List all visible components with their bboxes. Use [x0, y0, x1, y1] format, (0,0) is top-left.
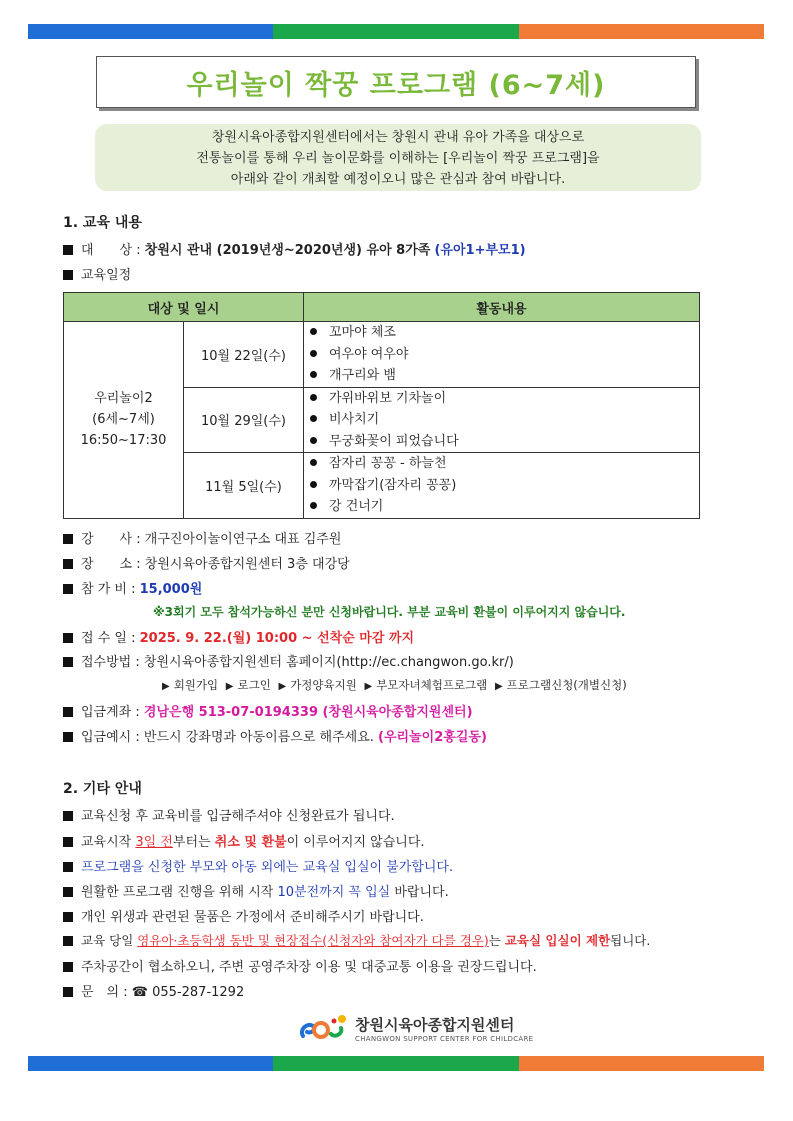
activity-item: 무궁화꽃이 피었습니다: [310, 431, 699, 453]
bullet-square-icon: [63, 657, 73, 667]
bullet-dot-icon: [310, 502, 317, 509]
bullet-square-icon: [63, 245, 73, 255]
method-step: 부모자녀체험프로그램: [376, 678, 488, 692]
section1-heading: 1. 교육 내용: [63, 215, 142, 231]
title-box: [96, 56, 696, 108]
reception-value: 2025. 9. 22.(월) 10:00 ~ 선착순 마감 까지: [139, 631, 415, 646]
deposit-example: (우리놀이2홍길동): [378, 730, 487, 745]
bullet-square-icon: [63, 534, 73, 544]
activity-item: 꼬마야 체조: [310, 322, 699, 344]
target-cell: [64, 322, 184, 519]
schedule-row: [63, 264, 131, 283]
target-label: 대 상: [81, 243, 133, 258]
method-step: 가정양육지원: [290, 678, 357, 692]
place-value: 창원시육아종합지원센터 3층 대강당: [144, 557, 350, 572]
bullet-square-icon: [63, 559, 73, 569]
bullet-dot-icon: [310, 437, 317, 444]
activities-cell: [304, 387, 700, 453]
bullet-square-icon: [63, 270, 73, 280]
instructor-value: 개구진아이놀이연구소 대표 김주원: [144, 532, 342, 547]
account-value: 경남은행 513-07-0194339 (창원시육아종합지원센터): [143, 705, 473, 720]
contact-row: 문 의 : ☎ 055-287-1292: [63, 981, 244, 1000]
deposit-row: 입금예시 : 반드시 강좌명과 아동이름으로 해주세요. (우리놀이2홍길동): [63, 726, 487, 745]
date-cell: 10월 22일(수): [184, 322, 304, 388]
bullet-square-icon: [63, 987, 73, 997]
method-steps: [158, 677, 627, 693]
bottom-color-bar: [28, 1056, 764, 1071]
arrow-right-icon: ▶: [494, 681, 503, 692]
page-title: 우리놀이 짝꿍 프로그램 (6~7세): [186, 69, 606, 101]
bullet-square-icon: [63, 962, 73, 972]
notice-item: 교육 당일 영유아·초등학생 동반 및 현장접수(신청자와 참여자가 다를 경우)는 교육실 입실이 제한됩니다.: [63, 931, 650, 949]
bullet-square-icon: [63, 633, 73, 643]
account-row: 입금계좌 : 경남은행 513-07-0194339 (창원시육아종합지원센터): [63, 701, 473, 720]
fee-row: 참 가 비 : 15,000원: [63, 578, 202, 597]
contact-value: 055-287-1292: [152, 985, 245, 1000]
bullet-dot-icon: [310, 350, 317, 357]
target-line: 우리놀이2: [94, 391, 153, 407]
instructor-row: 강 사 : 개구진아이놀이연구소 대표 김주원: [63, 528, 341, 547]
bullet-square-icon: [63, 936, 73, 946]
center-logo: [297, 1012, 533, 1044]
intro-line: 창원시육아종합지원센터에서는 창원시 관내 유아 가족을 대상으로: [211, 130, 585, 145]
target-value: 창원시 관내 (2019년생~2020년생) 유아 8가족: [144, 243, 431, 258]
reception-row: 접 수 일 : 2025. 9. 22.(월) 10:00 ~ 선착순 마감 까지: [63, 627, 414, 646]
bullet-dot-icon: [310, 459, 317, 466]
bullet-square-icon: [63, 837, 73, 847]
arrow-right-icon: ▶: [225, 681, 234, 692]
activity-item: 개구리와 뱀: [310, 365, 699, 387]
method-row: 접수방법 : 창원시육아종합지원센터 홈페이지(http://ec.changwon.go.kr/): [63, 651, 514, 670]
arrow-right-icon: ▶: [278, 681, 287, 692]
intro-line: 전통놀이를 통해 우리 놀이문화를 이해하는 [우리놀이 짝꿍 프로그램]을: [196, 151, 600, 166]
logo-mark-icon: [297, 1012, 349, 1044]
method-step: 회원가입: [173, 678, 219, 692]
bullet-square-icon: [63, 732, 73, 742]
intro-line: 아래와 같이 개최할 예정이오니 많은 관심과 참여 바랍니다.: [230, 172, 566, 187]
instructor-label: 강 사: [81, 532, 133, 547]
bullet-dot-icon: [310, 481, 317, 488]
bullet-dot-icon: [310, 328, 317, 335]
bullet-square-icon: [63, 912, 73, 922]
notice-item: 개인 위생과 관련된 물품은 가정에서 준비해주시기 바랍니다.: [63, 906, 424, 925]
target-line: (6세~7세): [92, 412, 155, 428]
activity-item: 잠자리 꽁꽁 - 하늘천: [310, 453, 699, 475]
activity-item: 여우야 여우야: [310, 344, 699, 366]
bullet-square-icon: [63, 887, 73, 897]
arrow-right-icon: ▶: [162, 681, 170, 692]
deposit-label: 입금예시: [81, 730, 132, 745]
method-label: 접수방법: [81, 655, 132, 670]
bullet-square-icon: [63, 862, 73, 872]
logo-subtitle: CHANGWON SUPPORT CENTER FOR CHILDCARE: [355, 1034, 534, 1043]
place-label: 장 소: [81, 557, 133, 572]
activities-cell: [304, 453, 700, 519]
method-step: 로그인: [237, 678, 271, 692]
arrow-right-icon: ▶: [364, 681, 373, 692]
reception-label: 접 수 일: [81, 631, 127, 646]
account-label: 입금계좌: [81, 705, 132, 720]
notice-item: 프로그램을 신청한 부모와 아동 외에는 교육실 입실이 불가합니다.: [63, 856, 453, 875]
section2-heading: 2. 기타 안내: [63, 781, 142, 797]
fee-value: 15,000원: [139, 582, 203, 597]
target-extra: (유아1+부모1): [434, 243, 526, 258]
date-cell: 11월 5일(수): [184, 453, 304, 519]
target-line: 16:50~17:30: [80, 433, 167, 449]
schedule-table: [63, 292, 700, 519]
bullet-square-icon: [63, 811, 73, 821]
fee-label: 참 가 비: [81, 582, 127, 597]
intro-box: [95, 124, 701, 191]
logo-name: 창원시육아종합지원센터: [355, 1015, 515, 1034]
fee-note: ※3회기 모두 참석가능하신 분만 신청바랍니다. 부분 교육비 환불이 이루어지지 않습니다.: [153, 605, 626, 619]
bullet-square-icon: [63, 707, 73, 717]
method-step: 프로그램신청(개별신청): [506, 678, 627, 692]
contact-label: 문 의: [81, 985, 120, 1000]
bullet-dot-icon: [310, 394, 317, 401]
notice-item: 교육시작 3일 전부터는 취소 및 환불이 이루어지지 않습니다.: [63, 831, 425, 850]
activity-item: 비사치기: [310, 409, 699, 431]
table-header-target: 대상 및 일시: [64, 293, 304, 322]
place-row: 장 소 : 창원시육아종합지원센터 3층 대강당: [63, 553, 350, 572]
notice-item: 원활한 프로그램 진행을 위해 시작 10분전까지 꼭 입실 바랍니다.: [63, 881, 449, 900]
table-header-activities: 활동내용: [304, 293, 700, 322]
notice-item: 교육신청 후 교육비를 입금해주셔야 신청완료가 됩니다.: [63, 805, 395, 824]
bullet-dot-icon: [310, 415, 317, 422]
phone-icon: ☎: [131, 985, 148, 1000]
top-color-bar: [28, 24, 764, 39]
bullet-square-icon: [63, 584, 73, 594]
notice-item: 주차공간이 협소하오니, 주변 공영주차장 이용 및 대중교통 이용을 권장드립니다.: [63, 956, 537, 975]
method-value: 창원시육아종합지원센터 홈페이지(http://ec.changwon.go.kr/): [143, 655, 514, 670]
activity-item: 강 건너기: [310, 496, 699, 518]
activities-cell: [304, 322, 700, 388]
schedule-label: 교육일정: [81, 268, 132, 283]
activity-item: 가위바위보 기차놀이: [310, 388, 699, 410]
target-row: 대 상 : 창원시 관내 (2019년생~2020년생) 유아 8가족 (유아1+부모1): [63, 239, 526, 258]
activity-item: 까막잡기(잠자리 꽁꽁): [310, 475, 699, 497]
date-cell: 10월 29일(수): [184, 387, 304, 453]
deposit-value: 반드시 강좌명과 아동이름으로 해주세요.: [143, 730, 374, 745]
bullet-dot-icon: [310, 371, 317, 378]
